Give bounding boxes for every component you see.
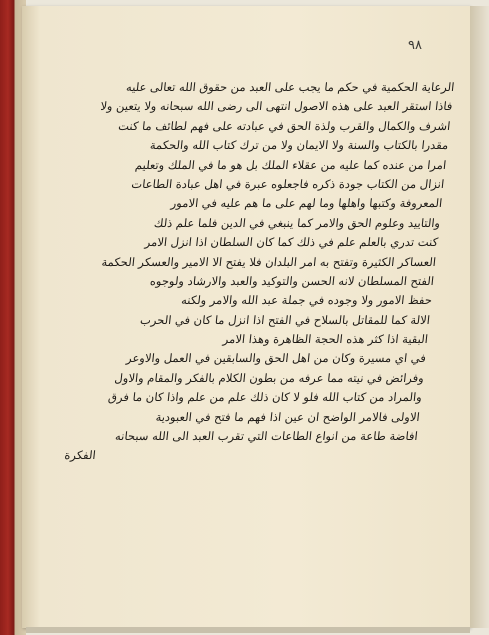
text-line: كنت تدري بالعلم علم في ذلك كما كان السلطان اذا انزل الامر: [144, 235, 439, 250]
text-line: اشرف والكمال والقرب ولذة الحق في عبادته على فهم لطائف ما كنت: [117, 118, 452, 133]
text-line: والمراد من كتاب الله فلو لا كان ذلك علم من علم واذا كان ما فرق: [107, 390, 423, 405]
text-line: البقية اذا كثر هذه الحجة الظاهرة وهذا الامر: [222, 332, 429, 347]
text-line: الفكرة: [63, 448, 97, 463]
text-line: حفظ الامور ولا وجوده في جملة عبد الله والامر ولكنه: [180, 293, 433, 308]
text-line: انزال من الكتاب جودة ذكره فاجعلوه عبرة في اهل عبادة الطاعات: [130, 176, 445, 191]
text-line: افاضة طاعة من انواع الطاعات التي تقرب العبد الى الله سبحانه: [114, 429, 419, 444]
text-line: امرا من عنده كما عليه من عقلاء الملك بل هو ما في الملك وتعليم: [134, 157, 448, 172]
text-line: وفرائض في نيته مما عرفه من بطون الكلام بالفكر والمقام والاول: [113, 370, 425, 385]
page-bottom-edge: [26, 627, 470, 633]
text-line: في اي مسيرة وكان من اهل الحق والسابقين في العمل والاوعر: [125, 351, 427, 366]
text-line: العساكر الكثيرة وتفتح به امر البلدان فلا يفتح الا الامير والعسكر الحكمة: [100, 254, 437, 269]
text-line: الفتح المسلطان لانه الحسن والتوكيد والعبد والارشاد ولوجوه: [149, 273, 435, 288]
text-line: والتاييد وعلوم الحق والامر كما ينبغي في الدين فلما علم ذلك: [153, 215, 441, 230]
text-line: الاولى فالامر الواضح ان عين اذا فهم ما فتح في العبودية: [155, 409, 421, 424]
text-line: الرعاية الحكمية في حكم ما يجب على العبد من حقوق الله تعالى عليه: [125, 80, 456, 94]
manuscript-text: [30, 78, 456, 466]
text-line: الالة كما للمقاتل بالسلاح في الفتح اذا انزل ما كان في الحرب: [139, 312, 431, 327]
folio-number: ٩٨: [408, 38, 422, 53]
text-line: المعروفة وكتبها واهلها وما لهم على ما هم عليه في الامور: [170, 196, 443, 211]
text-line: فاذا استقر العبد على هذه الاصول انتهى الى رضى الله سبحانه ولا يتعين ولا: [99, 99, 454, 114]
text-line: مقدرا بالكتاب والسنة ولا الايمان ولا من ترك كتاب الله والحكمة: [149, 138, 450, 153]
page-edge: [470, 6, 489, 628]
